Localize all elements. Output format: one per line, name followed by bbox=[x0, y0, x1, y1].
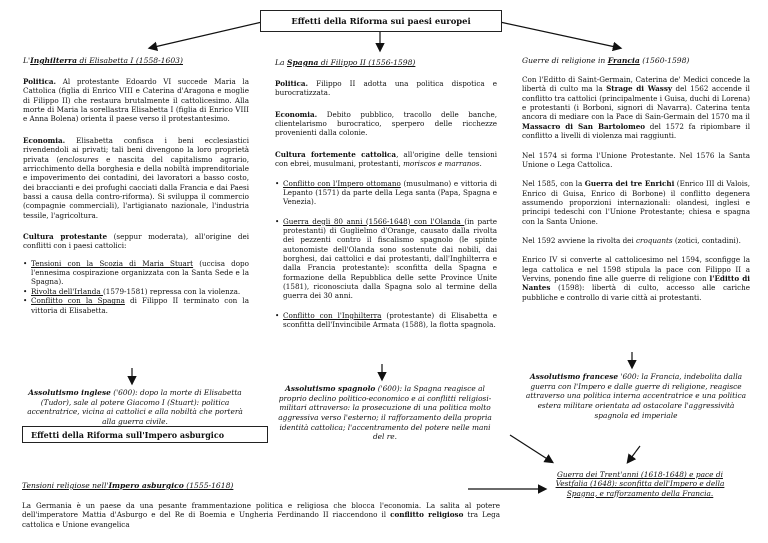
england-politica: Politica. Al protestante Edoardo VI succede Maria la Cattolica (figlia di Enrico VIII e Caterina d'Aragona e moglie di Filippo II) che restaura brutalmente il cattolicesimo. Alla morte di Maria la sorellastra Elisabetta I (figlia di Enrico VIII e Anna Bolena) orienta il paese verso il protestantesimo. bbox=[23, 77, 249, 124]
spain-cultura: Cultura fortemente cattolica, all'origine delle tensioni con ebrei, musulmani, protestanti, moriscos e marranos. bbox=[275, 149, 498, 169]
arrow-to-france bbox=[500, 22, 620, 48]
list-item: • Conflitto con l'Inghilterra (protestante) di Elisabetta e sconfitta dell'Invincibile Armata (1588), la flotta spagnola. bbox=[283, 311, 497, 330]
empire-title: Effetti della Riforma sull'Impero asburgico bbox=[31, 429, 225, 440]
france-p3: Nel 1585, con la Guerra dei tre Enrichi (Enrico III di Valois, Enrico di Guisa, Enrico di Borbone) il conflitto degenera assumendo proporzioni internazionali: olandesi, inglesi e principi tedeschi con l'Unione Protestante; chiesa e spagna con la Santa Unione. bbox=[522, 179, 750, 226]
empire-heading: Tensioni religiose nell'Impero asburgico (1555-1618) bbox=[22, 481, 234, 490]
empire-title-box bbox=[22, 426, 268, 443]
france-p4: Nel 1592 avviene la rivolta dei croquants (zotici, contadini). bbox=[522, 236, 741, 246]
list-item: • Guerra degli 80 anni (1566-1648) con l'Olanda (in parte protestanti) di Guglielmo d'Orange, causato dalla rivolta dei pezzenti contro il fiscalismo spagnolo (le spinte autonomiste dell'Olanda sono sostenute dai nobili, dai borghesi, dai cattolici e dai protestanti, dall'Inghilterra e dalla Francia protestante): sconfitta della Spagna e formazione della Repubblica delle sette Province Unite (1581), riconosciuta dalla Spagna solo al termine della guerra dei 30 anni. bbox=[283, 217, 497, 301]
england-economia: Economia. Elisabetta confisca i beni ecclesiastici rivendendoli ai privati; tali beni divengono la loro proprietà privata (enclosures e nascita del capitalismo agrario, arricchimento della borghesia e della nobiltà imprenditoriale e impoverimento dei contadini, dei lavoratori a basso costo, dei braccianti e dei profughi cacciati dalla Francia e dai Paesi bassi a causa della contro-riforma). Si sviluppa il commercio (compagnie commerciali), l'artigianato nazionale, l'industria tessile, l'agricoltura. bbox=[23, 135, 249, 220]
england-bullets bbox=[23, 259, 249, 315]
france-column bbox=[522, 56, 750, 302]
france-conclusion: Assolutismo francese '600: la Francia, indebolita dalla guerra con l'Impero e dalle guerre di religione, reagisce attraverso una politica interna accentratrice e una politica estera militare orientata ad ostacolare l'aggressività spagnola ed imperiale bbox=[525, 372, 747, 420]
list-item: • Tensioni con la Scozia di Maria Stuart (uccisa dopo l'ennesima cospirazione organizzata con la Santa Sede e la Spagna). bbox=[31, 259, 249, 287]
list-item: • Conflitto con l'Impero ottomano (musulmano) e vittoria di Lepanto (1571) da parte della Lega santa (Papa, Spagna e Venezia). bbox=[283, 179, 497, 207]
france-p5: Enrico IV si converte al cattolicesimo nel 1594, sconfigge la lega cattolica e nel 1598 stipula la pace con Filippo II a Vervins, ponendo fine alle guerre di religione con l'Editto di Nantes (1598): libertà di culto, accesso alle cariche pubbliche e controllo di varie città ai protestanti. bbox=[522, 255, 750, 302]
england-heading: L'Inghilterra di Elisabetta I (1558-1603) bbox=[23, 56, 183, 65]
england-conclusion: Assolutismo inglese ('600): dopo la morte di Elisabetta (Tudor), sale al potere Giacomo I (Stuart): politica accentratrice, vicina ai cattolici e alla nobiltà che porterà alla guerra civile. bbox=[27, 388, 243, 426]
main-title-box bbox=[260, 10, 502, 32]
list-item: • Rivolta dell'Irlanda (1579-1581) repressa con la violenza. bbox=[31, 287, 249, 296]
england-cultura: Cultura protestante (seppur moderata), all'origine dei conflitti con i paesi cattolici: bbox=[23, 232, 250, 251]
arrow-france-to-outcome bbox=[628, 446, 640, 462]
spain-bullets bbox=[275, 179, 497, 330]
france-p1: Con l'Editto di Saint-Germain, Caterina de' Medici concede la libertà di culto ma la Strage di Wassy del 1562 accende il conflitto tra cattolici (principalmente i Guisa, duchi di Lorena) e protestanti (i Borboni, signori di Navarra). Caterina tenta ancora di mediare con la Pace di Sain-Germain del 1570 ma il Massacro di San Bartolomeo del 1572 fa ripiombare il conflitto a livelli di violenza mai raggiunti. bbox=[522, 75, 750, 141]
spain-politica: Politica. Filippo II adotta una politica dispotica e burocratizzata. bbox=[275, 79, 497, 98]
france-p2: Nel 1574 si forma l'Unione Protestante. Nel 1576 la Santa Unione o Lega Cattolica. bbox=[522, 150, 750, 169]
arrow-spain-to-outcome bbox=[510, 435, 552, 462]
arrow-to-england bbox=[150, 22, 262, 48]
france-heading: Guerre di religione in Francia (1560-1598) bbox=[522, 56, 690, 65]
list-item: • Conflitto con la Spagna di Filippo II terminato con la vittoria di Elisabetta. bbox=[31, 296, 249, 315]
spain-column bbox=[275, 58, 497, 330]
empire-text: La Germania è un paese da una pesante frammentazione politica e religiosa che blocca l'economia. La salita al potere dell'imperatore Mattia d'Asburgo e del Re di Boemia e Ungheria Ferdinando II riaccendono il conflitto religioso tra Lega cattolica e Unione evangelica bbox=[22, 501, 500, 529]
england-column bbox=[23, 56, 249, 315]
spain-heading: La Spagna di Filippo II (1556-1598) bbox=[275, 58, 416, 67]
outcome-text: Guerra dei Trent'anni (1618-1648) e pace di Vestfalia (1648): sconfitta dell'Impero e della Spagna, e rafforzamento della Francia. bbox=[555, 470, 725, 498]
main-title: Effetti della Riforma sui paesi europei bbox=[291, 16, 471, 26]
spain-conclusion: Assolutismo spagnolo ('600): la Spagna reagisce al proprio declino politico-economico e ai conflitti religiosi-militari attraverso: la prosecuzione di una politica molto aggressiva verso l'esterno; il rafforzamento della propria identità cattolica; l'accentramento del potere nelle mani del re. bbox=[278, 384, 492, 442]
spain-economia: Economia. Debito pubblico, tracollo delle banche, clientelarismo burocratico, sperpero delle ricchezze provenienti dalla colonie. bbox=[275, 109, 497, 138]
